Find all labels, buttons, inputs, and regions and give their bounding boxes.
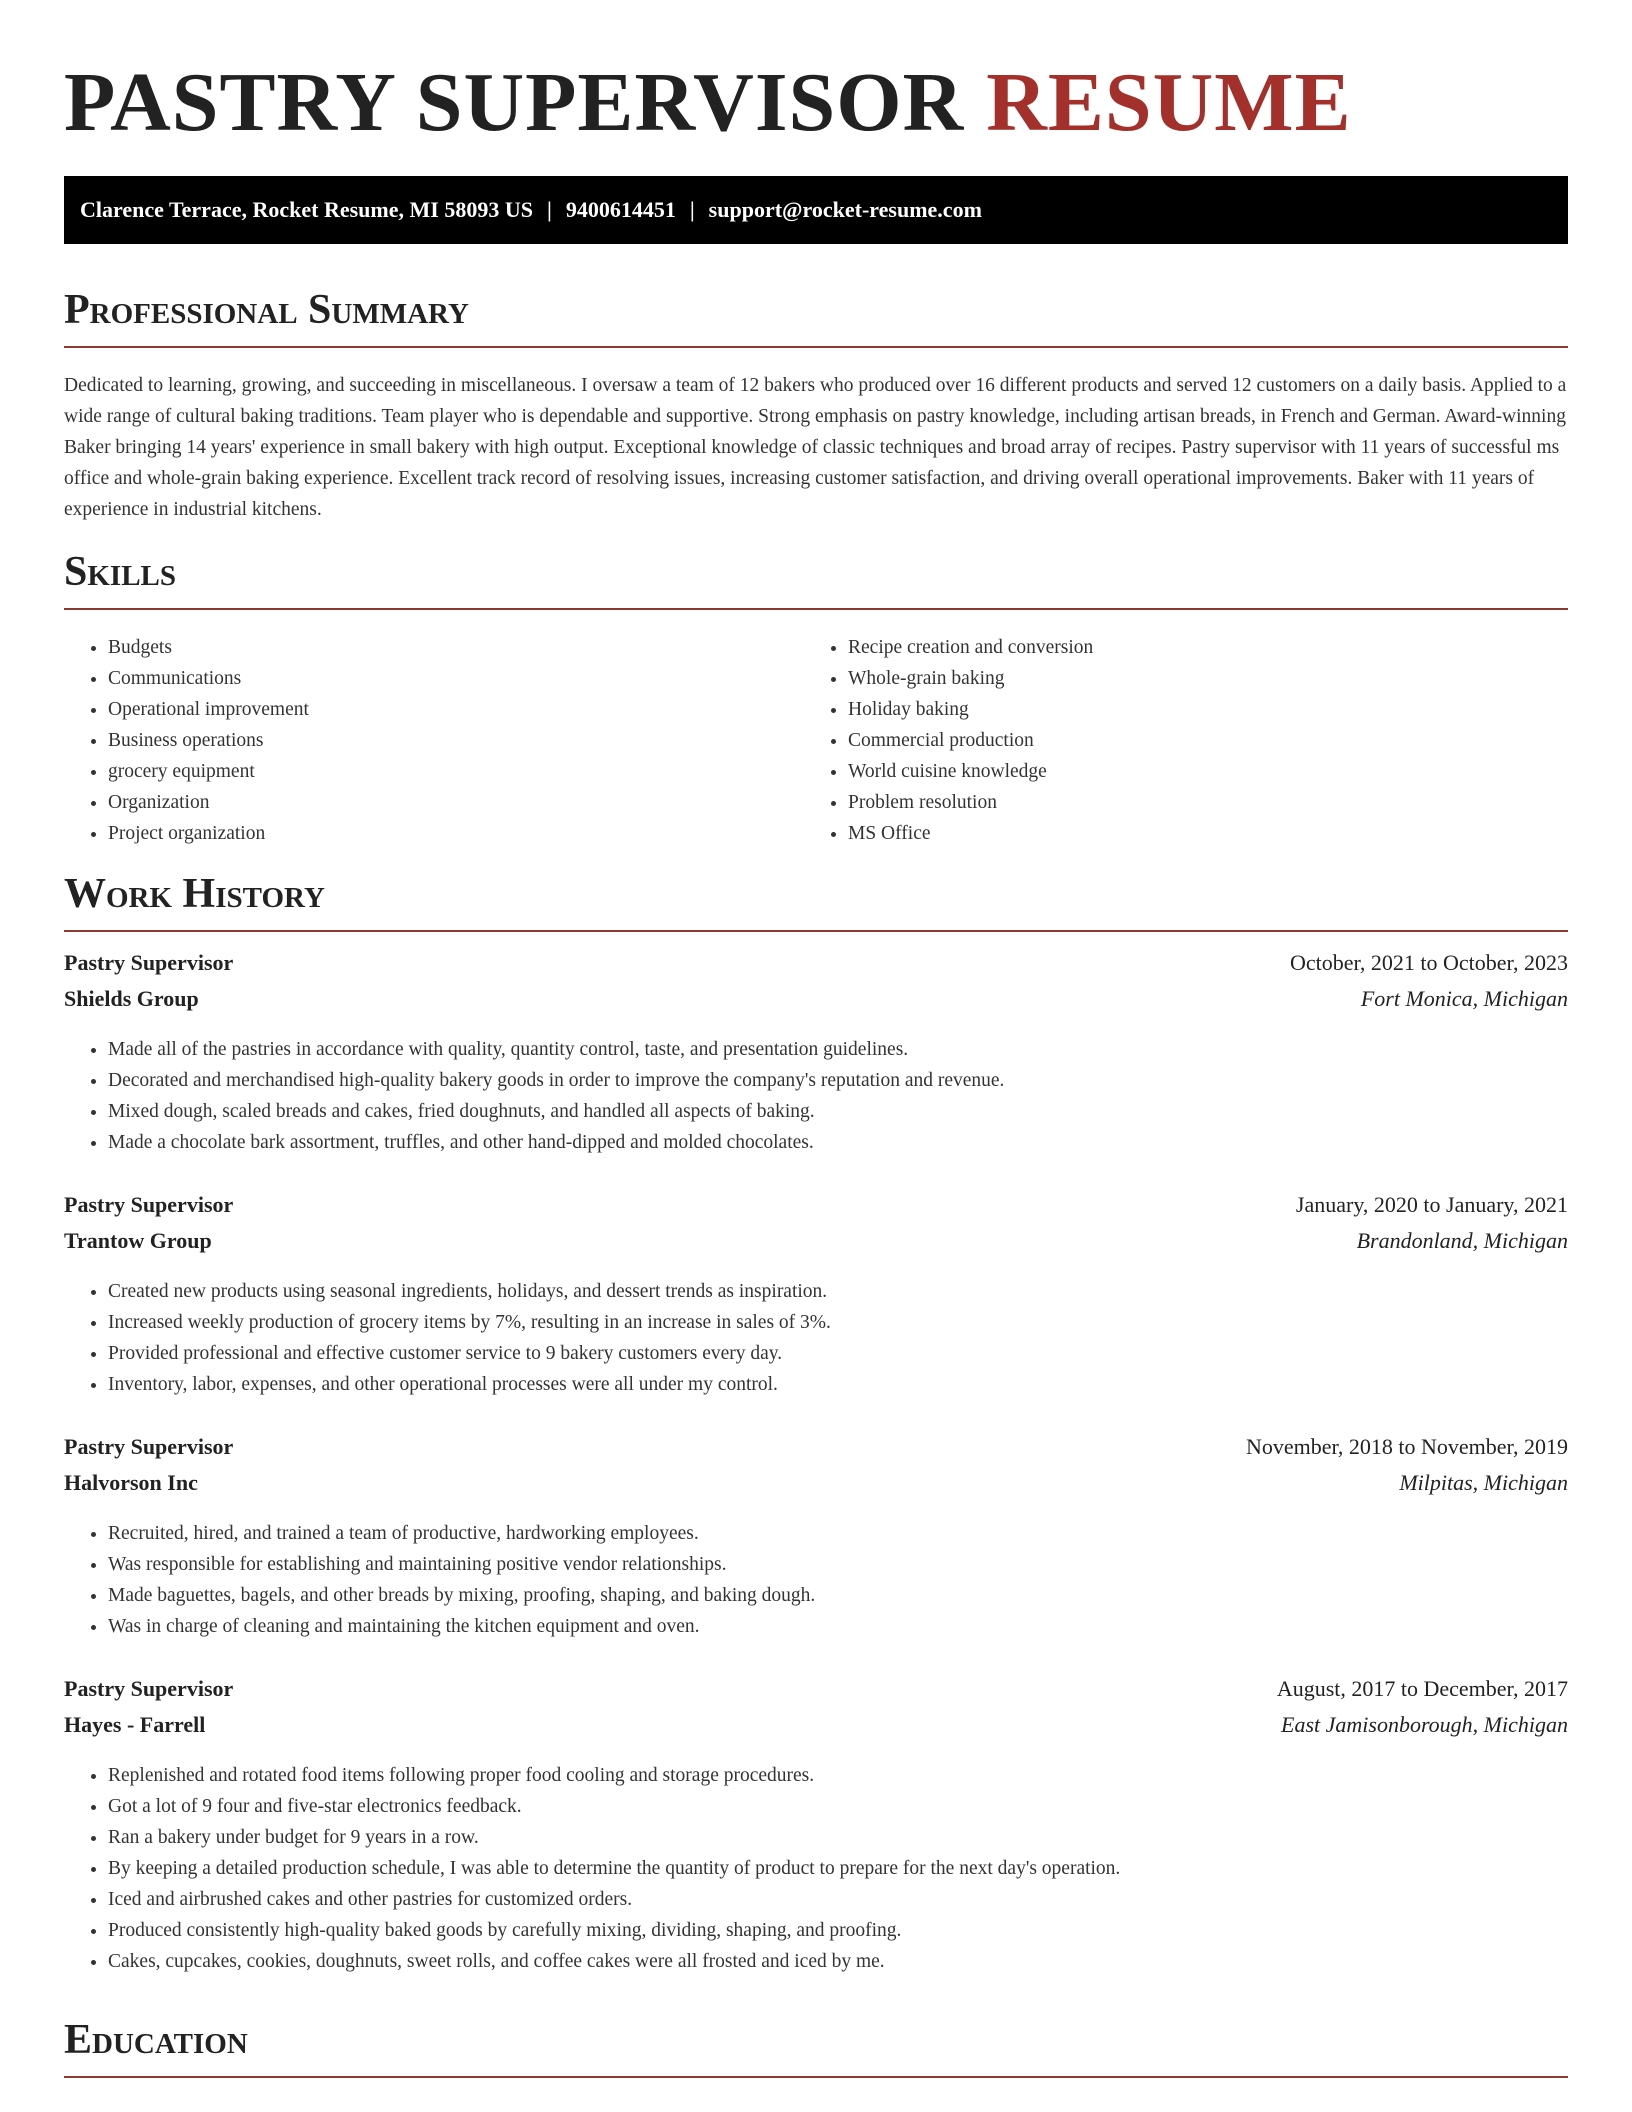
job-company-row — [64, 1470, 1568, 1506]
job-company-row — [64, 1228, 1568, 1264]
job-bullet: • Got a lot of 9 four and five-star electronics feedback. — [108, 1791, 1568, 1822]
job-company: Trantow Group — [64, 1228, 212, 1253]
skill-item: • Communications — [108, 663, 804, 694]
job-bullet: • Mixed dough, scaled breads and cakes, fried doughnuts, and handled all aspects of baking. — [108, 1096, 1568, 1127]
contact-address: Clarence Terrace, Rocket Resume, MI 58093 US — [80, 197, 533, 222]
job-bullet: • Inventory, labor, expenses, and other operational processes were all under my control. — [108, 1369, 1568, 1400]
job-location: East Jamisonborough, Michigan — [1281, 1712, 1568, 1737]
job-bullet: • Was responsible for establishing and maintaining positive vendor relationships. — [108, 1549, 1568, 1580]
job-bullet: • Increased weekly production of grocery items by 7%, resulting in an increase in sales of 3%. — [108, 1307, 1568, 1338]
job-dates: August, 2017 to December, 2017 — [1276, 1676, 1568, 1701]
job-bullet: • Cakes, cupcakes, cookies, doughnuts, sweet rolls, and coffee cakes were all frosted and iced by me. — [108, 1946, 1568, 1977]
job-location: Milpitas, Michigan — [1399, 1470, 1568, 1495]
job-header-row — [64, 1434, 1568, 1470]
skill-item: • Project organization — [108, 818, 804, 849]
skills-column-right — [804, 632, 1544, 849]
job-bullet: • Made baguettes, bagels, and other breads by mixing, proofing, shaping, and baking dough. — [108, 1580, 1568, 1611]
job-header-row — [64, 1676, 1568, 1712]
skill-item: • World cuisine knowledge — [848, 756, 1544, 787]
education-heading: Education — [64, 2014, 1568, 2078]
job-dates: November, 2018 to November, 2019 — [1245, 1434, 1568, 1459]
work-history-heading: Work History — [64, 868, 1568, 932]
skill-item: • Holiday baking — [848, 694, 1544, 725]
contact-phone: 9400614451 — [565, 197, 676, 222]
job-bullet: • Decorated and merchandised high-quality bakery goods in order to improve the company's reputation and revenue. — [108, 1065, 1568, 1096]
skills-column-left — [64, 632, 804, 849]
job-dates: October, 2021 to October, 2023 — [1289, 950, 1568, 975]
job-company: Halvorson Inc — [64, 1470, 198, 1495]
job-entry — [64, 1192, 1568, 1400]
job-bullets — [64, 1276, 1568, 1400]
job-dates: January, 2020 to January, 2021 — [1295, 1192, 1568, 1217]
job-bullet: • Ran a bakery under budget for 9 years in a row. — [108, 1822, 1568, 1853]
skill-item: • Operational improvement — [108, 694, 804, 725]
job-entry — [64, 1434, 1568, 1642]
job-bullet: • Iced and airbrushed cakes and other pastries for customized orders. — [108, 1884, 1568, 1915]
title-accent: RESUME — [986, 56, 1352, 149]
skill-item: • Recipe creation and conversion — [848, 632, 1544, 663]
job-bullet: • By keeping a detailed production schedule, I was able to determine the quantity of product to prepare for the next day's operation. — [108, 1853, 1568, 1884]
skill-item: • Business operations — [108, 725, 804, 756]
job-bullet: • Replenished and rotated food items following proper food cooling and storage procedures. — [108, 1760, 1568, 1791]
job-company: Shields Group — [64, 986, 199, 1011]
job-entry — [64, 950, 1568, 1158]
contact-email[interactable]: support@rocket-resume.com — [708, 197, 982, 222]
skill-item: • Commercial production — [848, 725, 1544, 756]
skill-item: • grocery equipment — [108, 756, 804, 787]
job-bullet: • Produced consistently high-quality baked goods by carefully mixing, dividing, shaping, and proofing. — [108, 1915, 1568, 1946]
job-company-row — [64, 1712, 1568, 1748]
summary-heading: Professional Summary — [64, 284, 1568, 348]
contact-separator: | — [689, 197, 695, 222]
job-bullet: • Created new products using seasonal ingredients, holidays, and dessert trends as inspiration. — [108, 1276, 1568, 1307]
contact-bar — [64, 176, 1568, 244]
job-bullet: • Recruited, hired, and trained a team of productive, hardworking employees. — [108, 1518, 1568, 1549]
job-bullets — [64, 1034, 1568, 1158]
summary-text: Dedicated to learning, growing, and succeeding in miscellaneous. I oversaw a team of 12 bakers who produced over 16 different products and served 12 customers on a daily basis. Applied to a wide range of cultural baking traditions. Team player who is dependable and supportive. Strong emphasis on pastry knowledge, including artisan breads, in French and German. Award-winning Baker bringing 14 years' experience in small bakery with high output. Exceptional knowledge of classic techniques and broad array of recipes. Pastry supervisor with 11 years of successful ms office and whole-grain baking experience. Excellent track record of resolving issues, increasing customer satisfaction, and driving overall operational improvements. Baker with 11 years of experience in industrial kitchens. — [64, 375, 1567, 520]
job-company-row — [64, 986, 1568, 1022]
job-title: Pastry Supervisor — [64, 950, 234, 975]
job-title: Pastry Supervisor — [64, 1676, 234, 1701]
job-bullet: • Was in charge of cleaning and maintaining the kitchen equipment and oven. — [108, 1611, 1568, 1642]
job-location: Brandonland, Michigan — [1356, 1228, 1568, 1253]
job-title: Pastry Supervisor — [64, 1434, 234, 1459]
job-header-row — [64, 950, 1568, 986]
skill-item: • Organization — [108, 787, 804, 818]
skill-item: • Problem resolution — [848, 787, 1544, 818]
skills-heading: Skills — [64, 546, 1568, 610]
skill-item: • Budgets — [108, 632, 804, 663]
job-bullet: • Made a chocolate bark assortment, truffles, and other hand-dipped and molded chocolates. — [108, 1127, 1568, 1158]
contact-separator: | — [546, 197, 552, 222]
job-bullets — [64, 1760, 1568, 1977]
resume-title — [64, 58, 1352, 148]
skills-list — [64, 632, 1568, 849]
skill-item: • Whole-grain baking — [848, 663, 1544, 694]
skill-item: • MS Office — [848, 818, 1544, 849]
job-bullets — [64, 1518, 1568, 1642]
job-title: Pastry Supervisor — [64, 1192, 234, 1217]
job-location: Fort Monica, Michigan — [1360, 986, 1568, 1011]
title-main: PASTRY SUPERVISOR — [64, 56, 965, 149]
job-bullet: • Provided professional and effective customer service to 9 bakery customers every day. — [108, 1338, 1568, 1369]
job-entry — [64, 1676, 1568, 1977]
job-bullet: • Made all of the pastries in accordance with quality, quantity control, taste, and presentation guidelines. — [108, 1034, 1568, 1065]
job-company: Hayes - Farrell — [64, 1712, 206, 1737]
job-header-row — [64, 1192, 1568, 1228]
